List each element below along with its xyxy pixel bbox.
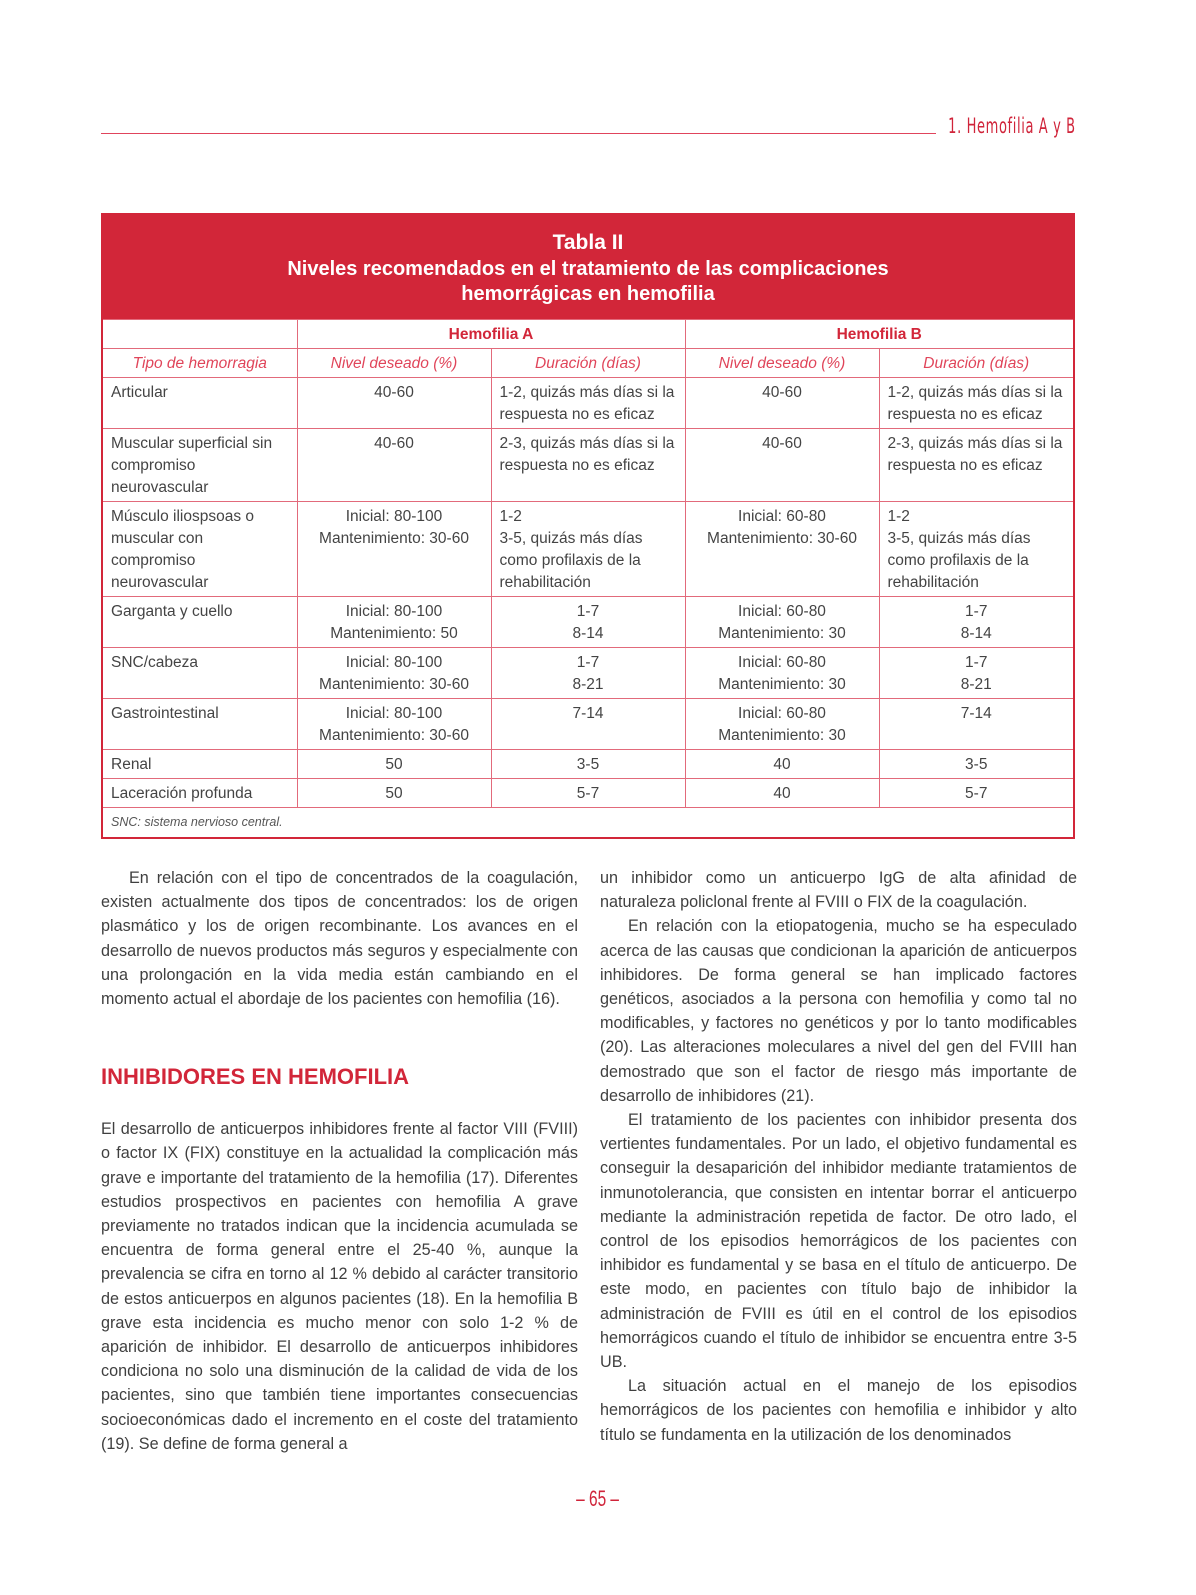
cell-b-nivel: Inicial: 60-80 Mantenimiento: 30 — [685, 597, 879, 648]
running-title: 1. Hemofilia A y B — [948, 114, 1076, 138]
cell-a-duracion: 1-2, quizás más días si la respuesta no es eficaz — [491, 378, 685, 429]
cell-a-nivel: Inicial: 80-100 Mantenimiento: 30-60 — [297, 648, 491, 699]
column-header-row — [103, 349, 1073, 378]
cell-a-duracion: 2-3, quizás más días si la respuesta no es eficaz — [491, 429, 685, 502]
column-header-tipo: Tipo de hemorragia — [103, 349, 297, 378]
group-header-hemofilia-a: Hemofilia A — [297, 320, 685, 349]
cell-a-duracion: 3-5 — [491, 750, 685, 779]
table-row — [103, 597, 1073, 648]
paragraph: En relación con la etiopatogenia, mucho se ha especulado acerca de las causas que condicionan la aparición de anticuerpos inhibidores. De forma general se han implicado factores genéticos, asociados a la persona con hemofilia y como tal no modificables, y factores no genéticos y por lo tanto modificables (20). Las alteraciones moleculares a nivel del gen del FVIII han demostrado que son el factor de riesgo más importante de desarrollo de inhibidores (21). — [600, 917, 1077, 1105]
table-row — [103, 779, 1073, 808]
cell-a-nivel: 40-60 — [297, 429, 491, 502]
table-row — [103, 378, 1073, 429]
cell-a-nivel: 40-60 — [297, 378, 491, 429]
cell-tipo: Músculo iliospsoas o muscular con compromiso neurovascular — [103, 502, 297, 597]
cell-b-nivel: 40 — [685, 750, 879, 779]
cell-b-duracion: 1-2, quizás más días si la respuesta no es eficaz — [879, 378, 1073, 429]
cell-tipo: Muscular superficial sin compromiso neurovascular — [103, 429, 297, 502]
page-number: – 65 – — [576, 1486, 620, 1511]
cell-tipo: Garganta y cuello — [103, 597, 297, 648]
table-title: Niveles recomendados en el tratamiento de las complicaciones hemorrágicas en hemofilia — [287, 258, 889, 305]
section-heading: INHIBIDORES EN HEMOFILIA — [101, 1064, 410, 1090]
cell-tipo: Articular — [103, 378, 297, 429]
cell-b-duracion: 2-3, quizás más días si la respuesta no es eficaz — [879, 429, 1073, 502]
cell-a-nivel: 50 — [297, 750, 491, 779]
cell-b-duracion: 1-7 8-21 — [879, 648, 1073, 699]
table-footnote: SNC: sistema nervioso central. — [103, 808, 1073, 838]
cell-b-nivel: 40-60 — [685, 429, 879, 502]
group-header-hemofilia-b: Hemofilia B — [685, 320, 1073, 349]
running-header — [101, 108, 1076, 138]
column-header-a-nivel: Nivel deseado (%) — [297, 349, 491, 378]
paragraph: un inhibidor como un anticuerpo IgG de alta afinidad de naturaleza policlonal frente al FVIII o FIX de la coagulación. — [600, 869, 1077, 912]
cell-tipo: Gastrointestinal — [103, 699, 297, 750]
cell-b-nivel: 40-60 — [685, 378, 879, 429]
cell-a-duracion: 5-7 — [491, 779, 685, 808]
table-caption — [103, 215, 1073, 319]
table-row — [103, 750, 1073, 779]
paragraph: El tratamiento de los pacientes con inhibidor presenta dos vertientes fundamentales. Por un lado, el objetivo fundamental es conseguir la desaparición del inhibidor mediante tratamientos de inmunotolerancia, que consisten en intentar borrar el anticuerpo mediante la administración repetida de factor. De otro lado, el control de los episodios hemorrágicos de los pacientes con inhibidor es fundamental y se basa en el título de anticuerpo. De este modo, en pacientes con título bajo de inhibidor la administración de FVIII es útil en el control de los episodios hemorrágicos cuando el título de inhibidor se encuentra entre 3-5 UB. — [600, 1111, 1077, 1372]
table-row — [103, 699, 1073, 750]
body-column-right — [600, 866, 1077, 1447]
table-row — [103, 429, 1073, 502]
cell-b-nivel: Inicial: 60-80 Mantenimiento: 30 — [685, 648, 879, 699]
table-row — [103, 648, 1073, 699]
group-header-row — [103, 320, 1073, 349]
table-row — [103, 502, 1073, 597]
cell-tipo: SNC/cabeza — [103, 648, 297, 699]
cell-b-duracion: 3-5 — [879, 750, 1073, 779]
footnote-row — [103, 808, 1073, 838]
cell-a-nivel: Inicial: 80-100 Mantenimiento: 30-60 — [297, 502, 491, 597]
cell-a-duracion: 1-7 8-21 — [491, 648, 685, 699]
cell-a-duracion: 7-14 — [491, 699, 685, 750]
column-header-b-nivel: Nivel deseado (%) — [685, 349, 879, 378]
header-rule — [101, 133, 936, 134]
column-header-b-duracion: Duración (días) — [879, 349, 1073, 378]
paragraph: La situación actual en el manejo de los episodios hemorrágicos de los pacientes con hemofilia e inhibidor y alto título se fundamenta en la utilización de los denominados — [600, 1377, 1077, 1444]
cell-a-nivel: Inicial: 80-100 Mantenimiento: 50 — [297, 597, 491, 648]
cell-tipo: Laceración profunda — [103, 779, 297, 808]
cell-a-nivel: 50 — [297, 779, 491, 808]
cell-b-nivel: 40 — [685, 779, 879, 808]
paragraph: El desarrollo de anticuerpos inhibidores frente al factor VIII (FVIII) o factor IX (FIX) constituye en la actualidad la complicación más grave e importante del tratamiento de la hemofilia (17). Diferentes estudios prospectivos en pacientes con hemofilia A grave previamente no tratados indican que la incidencia acumulada se encuentra de forma general entre el 25-40 %, aunque la prevalencia se cifra en torno al 12 % debido al carácter transitorio de estos anticuerpos en algunos pacientes (18). En la hemofilia B grave esta incidencia es mucho menor con solo 1-2 % de aparición de inhibidor. El desarrollo de anticuerpos inhibidores condiciona no solo una disminución de la calidad de vida de los pacientes, sino que también tiene importantes consecuencias socioeconómicas dado el incremento en el coste del tratamiento (19). Se define de forma general a — [101, 1120, 578, 1453]
cell-b-duracion: 5-7 — [879, 779, 1073, 808]
body-column-left — [101, 866, 578, 1456]
group-header-empty — [103, 320, 297, 349]
cell-a-duracion: 1-7 8-14 — [491, 597, 685, 648]
cell-b-nivel: Inicial: 60-80 Mantenimiento: 30 — [685, 699, 879, 750]
data-table — [103, 319, 1073, 837]
paragraph: En relación con el tipo de concentrados de la coagulación, existen actualmente dos tipos de concentrados: los de origen plasmático y los de origen recombinante. Los avances en el desarrollo de nuevos productos más seguros y especialmente con una prolongación en la vida media están cambiando en el momento actual el abordaje de los pacientes con hemofilia (16). — [101, 869, 578, 1009]
column-header-a-duracion: Duración (días) — [491, 349, 685, 378]
cell-b-nivel: Inicial: 60-80 Mantenimiento: 30-60 — [685, 502, 879, 597]
table-ii — [101, 213, 1075, 839]
cell-a-nivel: Inicial: 80-100 Mantenimiento: 30-60 — [297, 699, 491, 750]
cell-b-duracion: 1-7 8-14 — [879, 597, 1073, 648]
cell-a-duracion: 1-2 3-5, quizás más días como profilaxis de la rehabilitación — [491, 502, 685, 597]
cell-b-duracion: 1-2 3-5, quizás más días como profilaxis de la rehabilitación — [879, 502, 1073, 597]
cell-tipo: Renal — [103, 750, 297, 779]
table-label: Tabla II — [552, 231, 624, 254]
cell-b-duracion: 7-14 — [879, 699, 1073, 750]
